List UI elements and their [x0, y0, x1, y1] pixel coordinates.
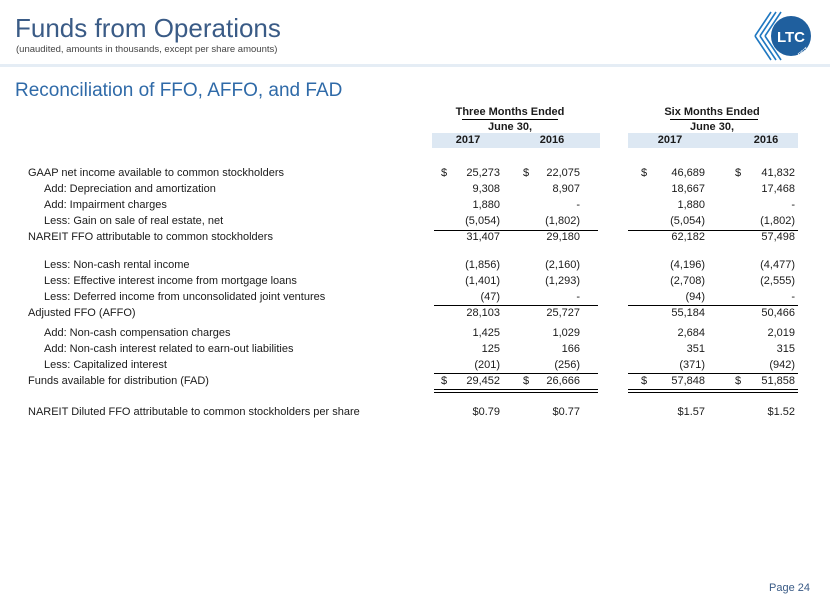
table-row	[0, 183, 830, 199]
table-row	[0, 343, 830, 359]
value-cell: 351	[686, 343, 705, 355]
logo-subtext: REIT	[797, 46, 810, 59]
currency-symbol: $	[523, 167, 530, 179]
table-row	[0, 275, 830, 291]
table-row	[0, 307, 830, 323]
value-cell: (2,555)	[760, 275, 795, 287]
value-cell: (94)	[685, 291, 705, 303]
row-label: Less: Non-cash rental income	[44, 259, 190, 271]
currency-symbol: $	[441, 167, 448, 179]
value-cell: 57,498	[761, 231, 795, 243]
year-header-1: 2017	[455, 134, 481, 146]
three-months-underline	[462, 119, 558, 120]
value-cell: 1,425	[472, 327, 500, 339]
value-cell: -	[791, 291, 795, 303]
subtotal-rule	[628, 230, 798, 231]
value-cell: 55,184	[671, 307, 705, 319]
value-cell: $0.77	[552, 406, 580, 418]
value-cell: (201)	[474, 359, 500, 371]
row-label: Less: Deferred income from unconsolidated joint ventures	[44, 291, 326, 303]
row-label: Add: Impairment charges	[44, 199, 167, 211]
page-number: Page 24	[769, 582, 810, 594]
value-cell: (1,802)	[545, 215, 580, 227]
row-label: NAREIT FFO attributable to common stockholders	[28, 231, 273, 243]
value-cell: $1.57	[677, 406, 705, 418]
value-cell: (5,054)	[670, 215, 705, 227]
currency-symbol: $	[523, 375, 530, 387]
value-cell: -	[576, 291, 580, 303]
table-row	[0, 199, 830, 215]
double-total-rule	[434, 389, 598, 393]
page-title: Funds from Operations	[15, 13, 281, 43]
value-cell: 18,667	[671, 183, 705, 195]
value-cell: 1,880	[472, 199, 500, 211]
year-header-3: 2017	[657, 134, 683, 146]
currency-symbol: $	[641, 167, 648, 179]
value-cell: 315	[776, 343, 795, 355]
value-cell: 46,689	[671, 167, 705, 179]
currency-symbol: $	[735, 375, 742, 387]
value-cell: (1,401)	[465, 275, 500, 287]
subtotal-rule	[434, 305, 598, 306]
value-cell: (47)	[480, 291, 500, 303]
table-row	[0, 327, 830, 343]
value-cell: (4,477)	[760, 259, 795, 271]
value-cell: 2,019	[767, 327, 795, 339]
value-cell: 17,468	[761, 183, 795, 195]
value-cell: 22,075	[546, 167, 580, 179]
header-divider	[0, 64, 830, 67]
table-row	[0, 215, 830, 231]
value-cell: -	[791, 199, 795, 211]
row-label: Add: Non-cash compensation charges	[44, 327, 231, 339]
value-cell: 29,452	[466, 375, 500, 387]
row-label: Adjusted FFO (AFFO)	[28, 307, 136, 319]
value-cell: $1.52	[767, 406, 795, 418]
row-label: Less: Gain on sale of real estate, net	[44, 215, 224, 227]
subtotal-rule	[628, 305, 798, 306]
subtotal-rule	[434, 373, 598, 374]
value-cell: (1,802)	[760, 215, 795, 227]
subtotal-rule	[628, 373, 798, 374]
row-label: Less: Effective interest income from mortgage loans	[44, 275, 297, 287]
row-label: Funds available for distribution (FAD)	[28, 375, 209, 387]
value-cell: 125	[481, 343, 500, 355]
value-cell: 62,182	[671, 231, 705, 243]
value-cell: (942)	[769, 359, 795, 371]
currency-symbol: $	[641, 375, 648, 387]
year-header-2: 2016	[539, 134, 565, 146]
value-cell: 25,727	[546, 307, 580, 319]
six-months-subheader: June 30,	[689, 121, 735, 133]
table-row	[0, 231, 830, 247]
value-cell: (371)	[679, 359, 705, 371]
value-cell: 8,907	[552, 183, 580, 195]
currency-symbol: $	[441, 375, 448, 387]
year-header-4: 2016	[753, 134, 779, 146]
table-row	[0, 167, 830, 183]
value-cell: (4,196)	[670, 259, 705, 271]
value-cell: -	[576, 199, 580, 211]
value-cell: 50,466	[761, 307, 795, 319]
value-cell: (5,054)	[465, 215, 500, 227]
six-months-underline	[670, 119, 758, 120]
value-cell: (2,160)	[545, 259, 580, 271]
value-cell: 51,858	[761, 375, 795, 387]
value-cell: 57,848	[671, 375, 705, 387]
value-cell: 1,029	[552, 327, 580, 339]
value-cell: 9,308	[472, 183, 500, 195]
six-months-header: Six Months Ended	[664, 106, 760, 118]
value-cell: 26,666	[546, 375, 580, 387]
value-cell: 41,832	[761, 167, 795, 179]
value-cell: (1,293)	[545, 275, 580, 287]
section-title: Reconciliation of FFO, AFFO, and FAD	[15, 80, 343, 101]
row-label: NAREIT Diluted FFO attributable to common stockholders per share	[28, 406, 360, 418]
three-months-header: Three Months Ended	[455, 106, 565, 118]
value-cell: (256)	[554, 359, 580, 371]
row-label: Add: Non-cash interest related to earn-out liabilities	[44, 343, 294, 355]
subtotal-rule	[434, 230, 598, 231]
value-cell: (2,708)	[670, 275, 705, 287]
row-label: Add: Depreciation and amortization	[44, 183, 216, 195]
value-cell: $0.79	[472, 406, 500, 418]
page-subtitle: (unaudited, amounts in thousands, except per share amounts)	[16, 44, 278, 55]
value-cell: 166	[561, 343, 580, 355]
value-cell: (1,856)	[465, 259, 500, 271]
value-cell: 31,407	[466, 231, 500, 243]
value-cell: 1,880	[677, 199, 705, 211]
value-cell: 25,273	[466, 167, 500, 179]
double-total-rule	[628, 389, 798, 393]
logo-text: LTC	[776, 29, 806, 46]
value-cell: 2,684	[677, 327, 705, 339]
row-label: Less: Capitalized interest	[44, 359, 167, 371]
table-row	[0, 259, 830, 275]
ltc-logo-icon	[751, 8, 813, 64]
table-row	[0, 406, 830, 422]
currency-symbol: $	[735, 167, 742, 179]
value-cell: 29,180	[546, 231, 580, 243]
value-cell: 28,103	[466, 307, 500, 319]
row-label: GAAP net income available to common stockholders	[28, 167, 284, 179]
three-months-subheader: June 30,	[487, 121, 533, 133]
